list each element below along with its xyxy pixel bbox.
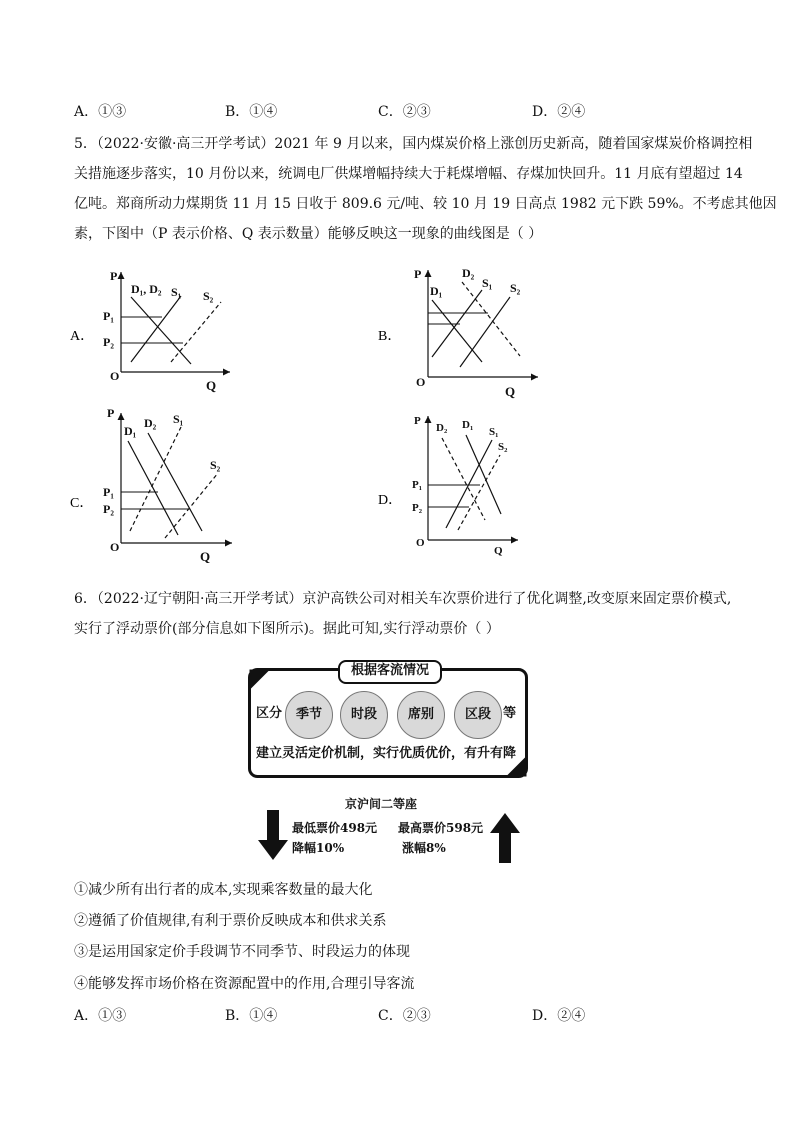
graph-a-q: Q bbox=[206, 378, 217, 393]
graph-d-letter: D． bbox=[378, 493, 403, 508]
graph-c-s1: S₁ bbox=[173, 412, 184, 426]
distinguish-label: 区分 bbox=[256, 706, 283, 721]
graph-d bbox=[370, 410, 550, 560]
circle-section: 区段 bbox=[454, 691, 502, 739]
graph-a-p2: P₂ bbox=[103, 335, 114, 349]
graph-a bbox=[60, 262, 240, 397]
graph-d-s1: S₁ bbox=[489, 426, 499, 438]
up-arrow-icon bbox=[490, 813, 520, 863]
graph-c-letter: C． bbox=[70, 496, 94, 511]
q4-option-d: D．②④ bbox=[532, 104, 586, 120]
circle-time-slot: 时段 bbox=[340, 691, 388, 739]
circle-seat-class: 席别 bbox=[397, 691, 445, 739]
circle-season: 季节 bbox=[285, 691, 333, 739]
q6-stmt-2: ②遵循了价值规律,有利于票价反映成本和供求关系 bbox=[74, 913, 387, 929]
graph-c bbox=[60, 403, 240, 563]
graph-d-s2: S₂ bbox=[498, 441, 508, 453]
graph-b-o: O bbox=[416, 375, 426, 389]
down-arrow-icon bbox=[258, 810, 288, 860]
q6-stmt-1: ①减少所有出行者的成本,实现乘客数量的最大化 bbox=[74, 882, 373, 898]
graph-d-q: Q bbox=[494, 545, 503, 557]
graph-a-o: O bbox=[110, 369, 120, 383]
graph-a-s2: S₂ bbox=[203, 289, 214, 303]
graph-b-q: Q bbox=[505, 384, 516, 399]
q6-stmt-4: ④能够发挥市场价格在资源配置中的作用,合理引导客流 bbox=[74, 976, 415, 992]
low-change: 降幅10% bbox=[292, 841, 345, 855]
graph-c-p: P bbox=[107, 406, 115, 420]
graph-c-d1: D₁ bbox=[124, 424, 137, 438]
graph-c-s2: S₂ bbox=[210, 458, 221, 472]
box-title: 根据客流情况 bbox=[338, 660, 442, 684]
graph-c-q: Q bbox=[200, 549, 211, 563]
graph-a-p1: P₁ bbox=[103, 309, 114, 323]
graph-a-letter: A． bbox=[70, 329, 95, 344]
graph-d-d2: D₂ bbox=[436, 422, 448, 434]
q4-option-c: C．②③ bbox=[378, 104, 431, 120]
graph-c-d2: D₂ bbox=[144, 416, 157, 430]
q4-option-b: B．①④ bbox=[225, 104, 278, 120]
graph-d-p1: P₁ bbox=[412, 479, 423, 491]
graph-d-p: P bbox=[414, 415, 421, 427]
q6-option-b: B．①④ bbox=[225, 1008, 278, 1024]
high-price: 最高票价598元 bbox=[398, 821, 484, 835]
graph-b-s1: S₁ bbox=[482, 276, 493, 290]
q5-line-3: 亿吨。郑商所动力煤期货 11 月 15 日收于 809.6 元/吨、较 10 月 19 日高点 1982 元下跌 59%。不考虑其他因 bbox=[74, 196, 777, 212]
route-label: 京沪间二等座 bbox=[345, 797, 418, 811]
q5-line-2: 关措施逐步落实，10 月份以来，统调电厂供煤增幅持续大于耗煤增幅、存煤加快回升。11 月底有望超过 14 bbox=[74, 166, 743, 182]
low-price: 最低票价498元 bbox=[292, 821, 378, 835]
graph-c-p2: P₂ bbox=[103, 502, 114, 516]
graph-a-s1: S₁ bbox=[171, 285, 182, 299]
q6-option-d: D．②④ bbox=[532, 1008, 586, 1024]
high-change: 涨幅8% bbox=[402, 841, 446, 855]
graph-a-d: D₁, D₂ bbox=[131, 282, 162, 296]
graph-b-p: P bbox=[414, 267, 422, 281]
graph-d-p2: P₂ bbox=[412, 502, 423, 514]
graph-b bbox=[370, 262, 550, 402]
q6-line-1: 6．（2022·辽宁朝阳·高三开学考试）京沪高铁公司对相关车次票价进行了优化调整,改变原来固定票价模式, bbox=[74, 591, 732, 607]
q5-line-1: 5．（2022·安徽·高三开学考试）2021 年 9 月以来，国内煤炭价格上涨创历史新高，随着国家煤炭价格调控相 bbox=[74, 136, 753, 152]
graph-d-d1: D₁ bbox=[462, 419, 474, 431]
graph-a-p: P bbox=[110, 269, 118, 283]
q6-line-2: 实行了浮动票价(部分信息如下图所示)。据此可知,实行浮动票价（ ） bbox=[74, 621, 500, 637]
graph-c-o: O bbox=[110, 540, 120, 554]
etc-label: 等 bbox=[503, 706, 517, 721]
q4-option-a: A．①③ bbox=[74, 104, 127, 120]
q6-stmt-3: ③是运用国家定价手段调节不同季节、时段运力的体现 bbox=[74, 944, 410, 960]
graph-c-p1: P₁ bbox=[103, 485, 114, 499]
q6-option-c: C．②③ bbox=[378, 1008, 431, 1024]
box-footer: 建立灵活定价机制，实行优质优价，有升有降 bbox=[256, 746, 517, 761]
q6-option-a: A．①③ bbox=[74, 1008, 127, 1024]
graph-b-d2: D₂ bbox=[462, 266, 475, 280]
graph-b-d1: D₁ bbox=[430, 284, 443, 298]
q5-line-4: 素，下图中（P 表示价格、Q 表示数量）能够反映这一现象的曲线图是（ ） bbox=[74, 226, 543, 242]
graph-d-o: O bbox=[416, 537, 425, 549]
graph-b-s2: S₂ bbox=[510, 281, 521, 295]
graph-b-letter: B． bbox=[378, 329, 402, 344]
